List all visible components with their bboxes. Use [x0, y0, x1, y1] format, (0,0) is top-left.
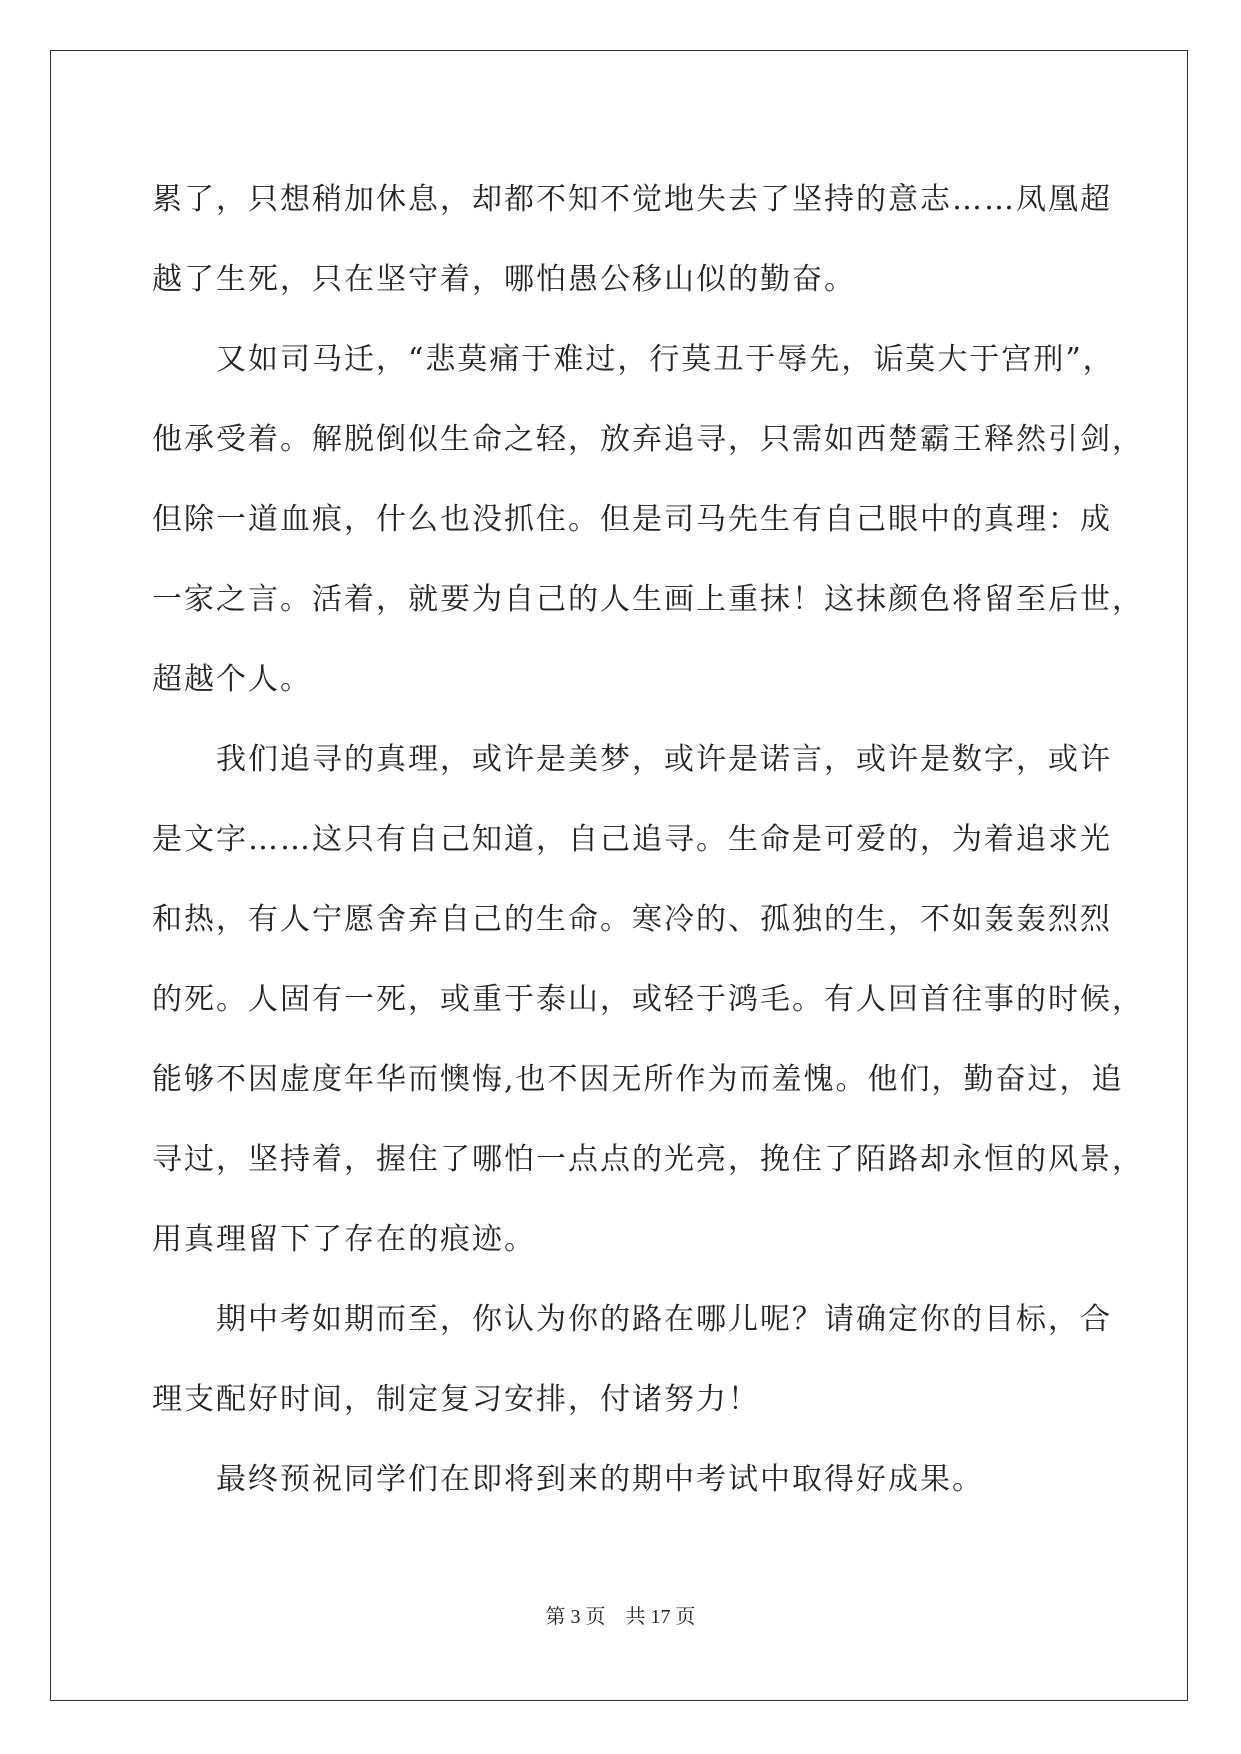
text-line: 是文字……这只有自己知道，自己追寻。生命是可爱的，为着追求光: [152, 822, 1112, 857]
text-line: 越了生死，只在坚守着，哪怕愚公移山似的勤奋。: [152, 262, 856, 297]
paragraph-3: [152, 720, 1144, 1280]
paragraph-4: [152, 1280, 1112, 1440]
text-line: 他承受着。解脱倒似生命之轻，放弃追寻，只需如西楚霸王释然引剑，: [152, 422, 1144, 457]
text-line: 用真理留下了存在的痕迹。: [152, 1222, 536, 1257]
text-line: 和热，有人宁愿舍弃自己的生命。寒冷的、孤独的生，不如轰轰烈烈: [152, 902, 1112, 937]
text-line: 又如司马迁，“悲莫痛于难过，行莫丑于辱先，诟莫大于宫刑”，: [216, 342, 1115, 377]
text-line: 理支配好时间，制定复习安排，付诸努力！: [152, 1382, 760, 1417]
text-line: 但除一道血痕，什么也没抓住。但是司马先生有自己眼中的真理：成: [152, 502, 1112, 537]
page-number-footer: 第 3 页 共 17 页: [545, 1606, 696, 1628]
text-line: 能够不因虚度年华而懊悔,也不因无所作为而羞愧。他们，勤奋过，追: [152, 1062, 1124, 1097]
text-line: 的死。人固有一死，或重于泰山，或轻于鸿毛。有人回首往事的时候，: [152, 982, 1144, 1017]
text-line: 我们追寻的真理，或许是美梦，或许是诺言，或许是数字，或许: [216, 742, 1112, 777]
paragraph-5: [152, 1440, 1092, 1520]
text-line: 最终预祝同学们在即将到来的期中考试中取得好成果。: [216, 1462, 984, 1497]
document-body: [152, 160, 1144, 1520]
text-line: 寻过，坚持着，握住了哪怕一点点的光亮，挽住了陌路却永恒的风景，: [152, 1142, 1144, 1177]
text-line: 累了，只想稍加休息，却都不知不觉地失去了坚持的意志……凤凰超: [152, 182, 1112, 217]
paragraph-1: [152, 160, 1112, 320]
paragraph-2: [152, 320, 1144, 720]
text-line: 期中考如期而至，你认为你的路在哪儿呢？请确定你的目标，合: [216, 1302, 1112, 1337]
text-line: 超越个人。: [152, 662, 312, 697]
text-line: 一家之言。活着，就要为自己的人生画上重抹！这抹颜色将留至后世，: [152, 582, 1144, 617]
